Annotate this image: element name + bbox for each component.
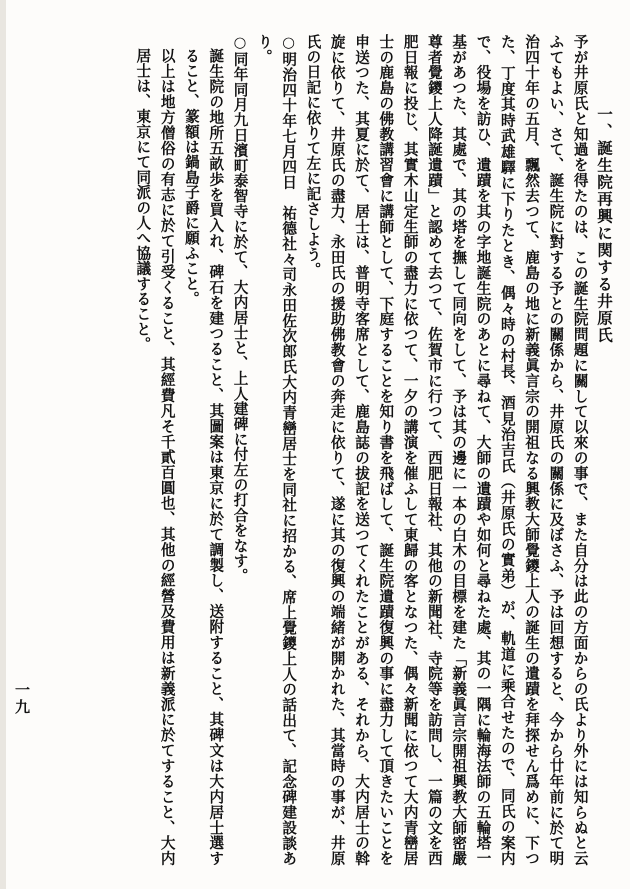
body-text-column-block [130, 34, 616, 866]
section-heading: 一、誕生院再興に関する井原氏 [595, 106, 614, 344]
diary-entry-july-4: ○明治四十年七月四日 祐德社々司永田佐次郎氏大内青巒居士を同社に招かる、席上覺鑁上人の話出て、記念碑建設談あり。 [255, 34, 298, 866]
diary-entry-july-9: ○同年同月九日濱町泰智寺に於て、大内居士と、上人建碑に付左の打合をなす。 [231, 34, 249, 584]
agreement-item-expenses: 以上は地方僧俗の有志に於て引受くること、其經費凡そ千貳百圓也、其他の經營及費用は新義派に於てすること、大内居士は、東京にて同派の人へ協議すること。 [134, 48, 176, 866]
agreement-item-land: 誕生院の地所五畝歩を買入れ、碑石を建つること、其圖案は東京に於て調製し、送附すること、其碑文は大内居士選すること、篆額は鍋島子爵に願ふこと。 [182, 48, 225, 866]
page-number: 一九 [13, 682, 31, 716]
page-edge-shadow [0, 0, 6, 889]
paragraph-main: 予が井原氏と知過を得たのは、この誕生院問題に關して以來の事で、また自分は此の方面からの氏より外には知らぬと云ふてもよい、さて、誕生院に對する予との關係から、井原氏の關係に及ぼさふ、予は回想すると、今から廿年前に於て明治四十年の五月、飄然去つて、鹿島の地に新義眞言宗の開祖なる興教大師覺鑁上人の誕生の遺蹟を拜探せん爲めに、下つた、丁度其時武雄驛に下りたとき、偶々時の村長、酒見治吉氏（井原氏の實弟）が、軌道に乘合せたので、同氏の案内で、役場を訪ひ、遺蹟を其の字地誕生院のあとに尋ねて、大師の遺蹟や如何と尋ねた處、其の一隅に輪海法師の五輪塔一基があつた、其處で、其の塔を撫して同向をして、予は其の邊に一本の白木の目標を建た「新義眞言宗開祖興教大師密嚴尊者覺鑁上人降誕遺蹟」と認めて去つて、佐賀市に行つて、西肥日報社、其他の新聞社、寺院等を訪問し、一篇の文を西肥日報に投じ、其實木山定生師の盡力に依つて、一夕の講演を催ふして東歸の客となつた、偶々新聞に依つて大内青巒居士の鹿島の佛教講習會に講師として、下庭することを知り書を飛ばして、誕生院遺蹟復興の事に盡力して頂きたいことを申送つた、其夏に於て、居士は、普明寺客席として、鹿島誌の拔記を送つてくれたことがある、それから、大内居士の斡旋に依りて、井原氏の盡力、永田氏の援助佛教會の奔走に依りて、遂に其の復興の端緒が開かれた、其當時の事が、井原氏の日記に依りて左に記さしよう。 [304, 34, 589, 866]
